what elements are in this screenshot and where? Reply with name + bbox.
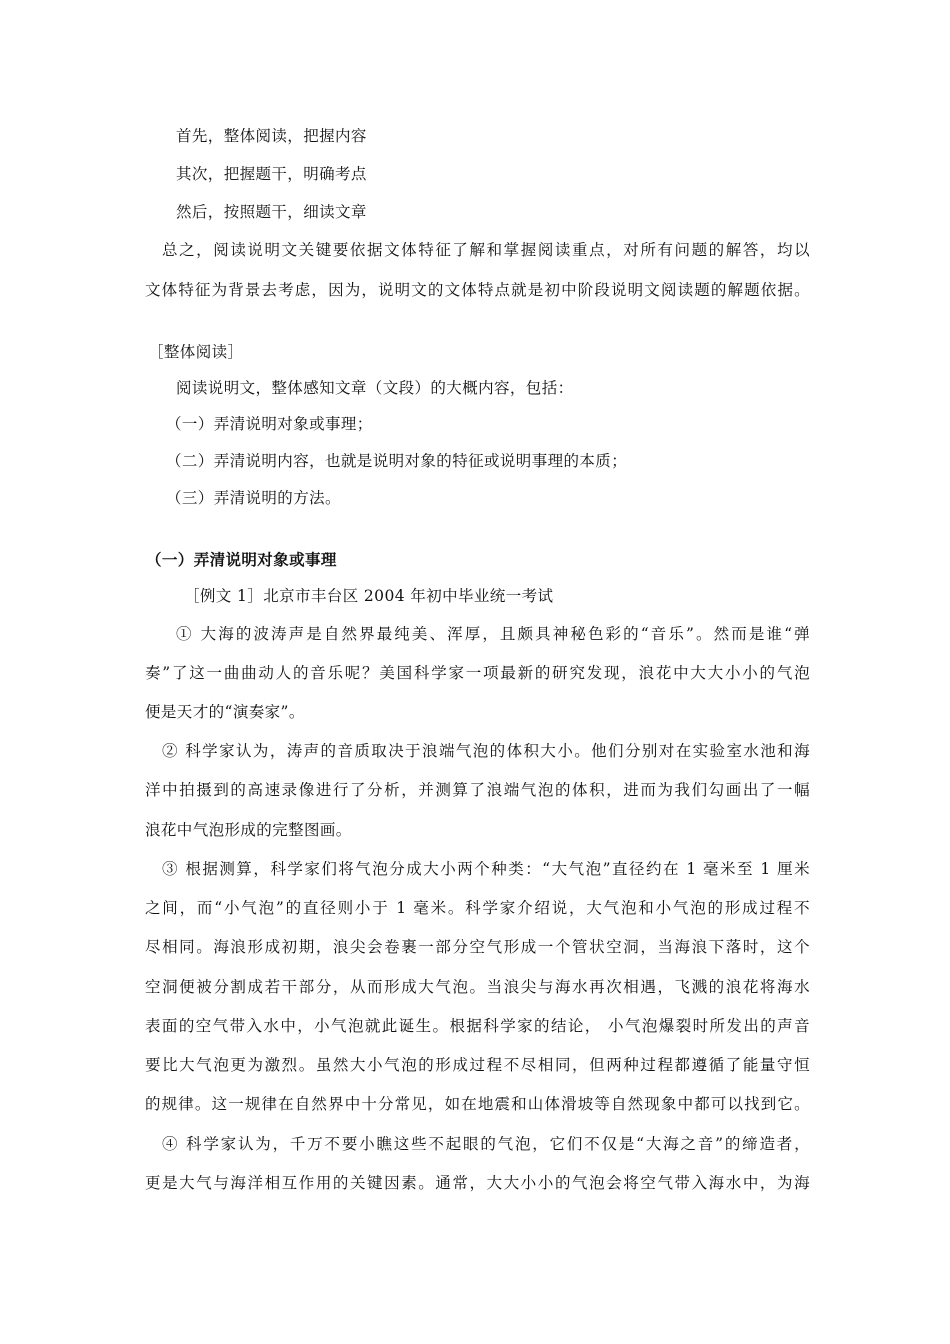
overview-intro: 阅读说明文，整体感知文章（文段）的大概内容，包括： — [176, 379, 574, 397]
para4-line-2: 更是大气与海洋相互作用的关键因素。通常，大大小小的气泡会将空气带入海水中，为海 — [145, 1174, 810, 1192]
summary-line-2: 文体特征为背景去考虑，因为，说明文的文体特点就是初中阶段说明文阅读题的解题依据。 — [145, 281, 810, 299]
overview-item-2: （二）弄清说明内容，也就是说明对象的特征或说明事理的本质； — [166, 452, 628, 470]
para3-line-3: 尽相同。海浪形成初期，浪尖会卷裹一部分空气形成一个管状空洞，当海浪下落时，这个 — [145, 938, 810, 956]
para1-line-2: 奏”了这一曲曲动人的音乐呢？美国科学家一项最新的研究发现，浪花中大大小小的气泡 — [145, 664, 810, 682]
para4-line-1: ④ 科学家认为，千万不要小瞧这些不起眼的气泡，它们不仅是“大海之音”的缔造者， — [162, 1135, 810, 1153]
step-2: 其次，把握题干，明确考点 — [176, 165, 367, 183]
step-3: 然后，按照题干，细读文章 — [176, 203, 367, 221]
para2-line-1: ② 科学家认为，涛声的音质取决于浪端气泡的体积大小。他们分别对在实验室水池和海 — [162, 742, 810, 760]
para1-line-1: ① 大海的波涛声是自然界最纯美、浑厚，且颇具神秘色彩的“音乐”。然而是谁“弹 — [176, 625, 810, 643]
para3-line-7: 的规律。这一规律在自然界中十分常见，如在地震和山体滑坡等自然现象中都可以找到它。 — [145, 1095, 810, 1113]
para2-line-2: 洋中拍摄到的高速录像进行了分析，并测算了浪端气泡的体积，进而为我们勾画出了一幅 — [145, 781, 810, 799]
para3-line-2: 之间，而“小气泡”的直径则小于 1 毫米。科学家介绍说，大气泡和小气泡的形成过程不 — [145, 899, 810, 917]
summary-line-1: 总之，阅读说明文关键要依据文体特征了解和掌握阅读重点，对所有问题的解答，均以 — [162, 241, 810, 259]
step-1: 首先，整体阅读，把握内容 — [176, 127, 367, 145]
section-heading: （一）弄清说明对象或事理 — [146, 551, 337, 569]
example-label: ［例文 1］北京市丰台区 2004 年初中毕业统一考试 — [184, 587, 554, 605]
overview-item-1: （一）弄清说明对象或事理； — [166, 415, 373, 433]
para3-line-5: 表面的空气带入水中，小气泡就此诞生。根据科学家的结论， 小气泡爆裂时所发出的声音 — [145, 1017, 810, 1035]
overview-item-3: （三）弄清说明的方法。 — [166, 489, 341, 507]
para3-line-4: 空洞便被分割成若干部分，从而形成大气泡。当浪尖与海水再次相遇，飞溅的浪花将海水 — [145, 978, 810, 996]
para3-line-6: 要比大气泡更为激烈。虽然大小气泡的形成过程不尽相同，但两种过程都遵循了能量守恒 — [145, 1056, 810, 1074]
para3-line-1: ③ 根据测算，科学家们将气泡分成大小两个种类：“大气泡”直径约在 1 毫米至 1 厘米 — [162, 860, 810, 878]
para2-line-3: 浪花中气泡形成的完整图画。 — [145, 821, 352, 839]
para1-line-3: 便是天才的“演奏家”。 — [145, 703, 305, 721]
section-label: ［整体阅读］ — [148, 343, 244, 361]
